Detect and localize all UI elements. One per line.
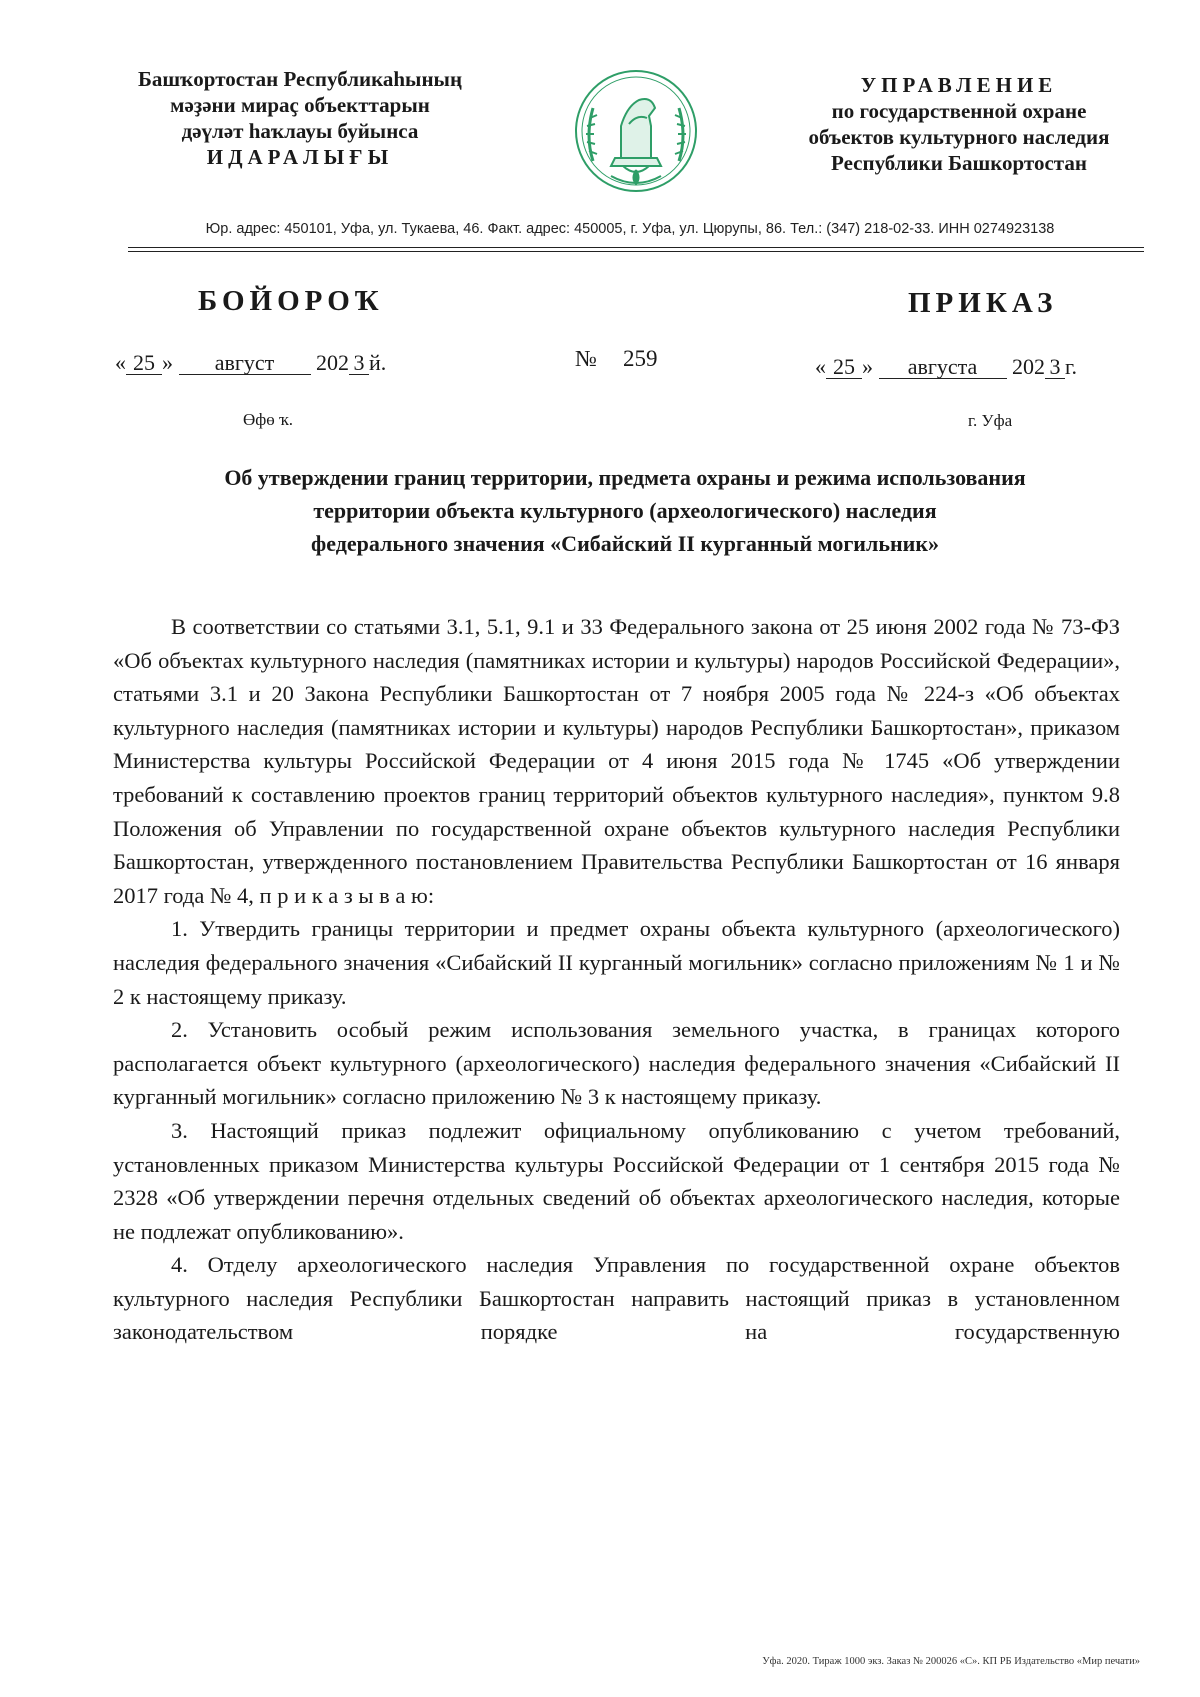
preamble-paragraph [113,610,1120,912]
org-name-russian [784,72,1134,176]
order-item: 3. Настоящий приказ подлежит официальному опубликованию с учетом требований, установленных приказом Министерства культуры Российской Федерации от 1 сентября 2015 года № 2328 «Об утверждении перечня отдельных сведений об объектах археологического наследия, которые не подлежат опубликованию». [113,1117,1120,1244]
preamble-text: В соответствии со статьями 3.1, 5.1, 9.1 и 33 Федерального закона от 25 июня 2002 года № 73-ФЗ «Об объектах культурного наследия (памятниках истории и культуры) народов Российской Федерации», статьями 3.1 и 20 Закона Республики Башкортостан от 7 ноября 2005 года № 224-з «Об объектах культурного наследия (памятниках истории и культуры) народов Республики Башкортостан», приказом Министерства культуры Российской Федерации от 4 июня 2015 года № 1745 «Об утверждении требований к составлению проектов границ территорий объектов культурного наследия», пунктом 9.8 Положения об Управлении по государственной охране объектов культурного наследия Республики Башкортостан, утвержденного постановлением Правительства Республики Башкортостан от 16 января 2017 года № 4, [113,614,1120,908]
date-year-digit: 3 [1045,356,1065,379]
date-year-prefix: 202 [1012,354,1045,379]
org-name-russian-line: УПРАВЛЕНИЕ [860,73,1058,97]
org-name-bashkir-line: дәүләт һаҡлауы буйынса [181,119,419,143]
order-number [575,346,657,372]
date-month: август [179,352,311,375]
org-name-bashkir-line: Башҡортостан Республикаһының [137,67,463,91]
date-year-prefix: 202 [316,350,349,375]
org-name-russian-line: по государственной охране [831,99,1087,123]
title-line: территории объекта культурного (археологического) наследия [313,498,937,523]
date-open-quote: « [815,354,826,379]
number-sign: № [575,346,597,371]
date-close-quote: » [862,354,873,379]
date-month: августа [879,356,1007,379]
org-name-bashkir-line: ИДАРАЛЫҒЫ [206,145,394,169]
date-close-quote: » [162,350,173,375]
org-name-bashkir [110,66,490,170]
date-day: 25 [826,356,862,379]
header-divider [128,251,1144,252]
place-russian: г. Уфа [968,411,1013,430]
doc-type-russian: ПРИКАЗ [908,287,1058,319]
document-title [120,461,1130,560]
date-open-quote: « [115,350,126,375]
doc-type-bashkir: БОЙОРОҠ [198,285,384,317]
date-bashkir [115,350,386,376]
print-footer: Уфа. 2020. Тираж 1000 экз. Заказ № 200026 «С». КП РБ Издательство «Мир печати» [762,1656,1140,1667]
org-name-russian-line: объектов культурного наследия [808,125,1110,149]
number-value: 259 [622,346,658,371]
order-word: п р и к а з ы в а ю: [259,882,435,908]
order-item: 4. Отделу археологического наследия Управления по государственной охране объектов культурного наследия Республики Башкортостан направить настоящий приказ в установленном законодательством порядке на государственную [113,1252,1120,1345]
title-line: федерального значения «Сибайский II курганный могильник» [311,531,939,556]
date-russian [815,354,1077,380]
date-suffix: г. [1065,354,1078,379]
order-item: 1. Утвердить границы территории и предмет охраны объекта культурного (археологического) наследия федерального значения «Сибайский II курганный могильник» согласно приложениям № 1 и № 2 к настоящему приказу. [113,916,1120,1009]
date-suffix: й. [369,350,387,375]
document-body [113,610,1120,1349]
header-divider [128,247,1144,248]
place-bashkir: Өфө ҡ. [243,410,294,429]
bashkortostan-coat-of-arms-icon [571,66,701,196]
title-line: Об утверждении границ территории, предмета охраны и режима использования [224,465,1026,490]
org-address: Юр. адрес: 450101, Уфа, ул. Тукаева, 46. Факт. адрес: 450005, г. Уфа, ул. Цюрупы, 86. Тел.: (347) 218-02-33. ИНН 0274923138 [205,221,1055,237]
order-item: 2. Установить особый режим использования земельного участка, в границах которого располагается объект культурного (археологического) наследия федерального значения «Сибайский II курганный могильник» согласно приложению № 3 к настоящему приказу. [113,1017,1120,1110]
date-year-digit: 3 [349,352,369,375]
org-name-russian-line: Республики Башкортостан [831,151,1087,175]
org-name-bashkir-line: мәҙәни мираҫ объекттарын [170,93,430,117]
date-day: 25 [126,352,162,375]
